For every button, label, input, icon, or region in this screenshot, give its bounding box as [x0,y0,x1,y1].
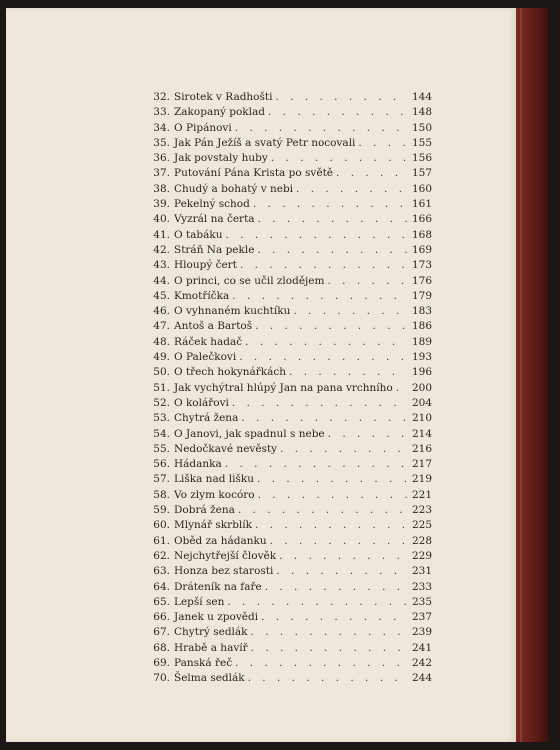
dot-leader [327,274,407,289]
toc-entry [148,121,432,136]
toc-entry-page: 228 [411,534,432,547]
toc-entry-title: O Janovi, jak spadnul s nebe [174,427,325,440]
toc-entry-page: 150 [411,121,432,134]
toc-entry-title: Antoš a Bartoš [174,320,253,333]
toc-entry-title: Honza bez starosti [174,565,274,578]
toc-entry [148,549,432,564]
dot-leader [257,243,407,258]
dot-leader [232,396,407,411]
toc-entry-page: 186 [411,320,432,333]
toc-entry [148,319,432,334]
toc-entry-number: 65. [153,595,170,608]
dot-leader [265,580,407,595]
toc-entry-page: 216 [411,442,432,455]
toc-entry-title: Dráteník na faře [174,580,262,593]
toc-entry-page: 189 [411,335,432,348]
toc-entry-number: 55. [153,442,170,455]
toc-entry [148,427,432,442]
toc-entry-title: Chytrá žena [174,412,239,425]
toc-entry-title: Sirotek v Radhošti [174,91,273,103]
toc-entry-number: 53. [153,412,170,425]
toc-entry-number: 35. [153,136,170,149]
toc-entry-page: 210 [411,412,432,425]
toc-entry-page: 233 [411,580,432,593]
toc-entry-title: Ráček hadač [174,335,243,348]
toc-entry-number: 34. [153,121,170,134]
toc-entry-title: Janek u zpovědi [174,611,259,624]
toc-entry-number: 43. [153,259,170,272]
toc-entry-page: 183 [411,305,432,318]
toc-entry-title: Dobrá žena [174,504,235,517]
dot-leader [276,564,407,579]
toc-entry-number: 60. [153,519,170,532]
toc-entry-page: 229 [411,549,432,562]
dot-leader [358,136,407,151]
toc-entry-page: 223 [411,504,432,517]
dot-leader [235,656,407,671]
toc-entry-title: O vyhnaném kuchtíku [174,305,291,318]
toc-entry-number: 69. [153,656,170,669]
toc-entry-title: Zakopaný poklad [174,106,265,119]
toc-entry [148,381,432,396]
toc-entry-number: 39. [153,198,170,211]
dot-leader [239,350,407,365]
toc-entry-title: Liška nad lišku [174,473,254,486]
toc-entry [148,580,432,595]
toc-entry-number: 40. [153,213,170,226]
toc-entry-page: 166 [411,213,432,226]
toc-entry [148,182,432,197]
toc-entry-title: Chudý a bohatý v nebi [174,182,294,195]
toc-entry-title: Putování Pána Krista po světě [174,167,334,180]
dot-leader [251,641,407,656]
toc-entry [148,151,432,166]
toc-entry [148,625,432,640]
toc-entry-title: Nejchytřejší člověk [174,549,277,562]
toc-entry-number: 41. [153,228,170,241]
dot-leader [253,197,407,212]
toc-entry-title: Hloupý čert [174,259,237,272]
dot-leader [226,228,407,243]
toc-entry-page: 225 [411,519,432,532]
toc-entry [148,212,432,227]
dot-leader [275,90,407,105]
toc-entry-number: 42. [153,243,170,256]
dot-leader [271,151,407,166]
toc-entry-page: 217 [411,458,432,471]
toc-entry-title: Hádanka [174,458,222,471]
toc-entry-number: 48. [153,335,170,348]
dot-leader [232,289,407,304]
toc-entry-title: Jak povstaly huby [174,152,268,165]
toc-entry [148,442,432,457]
toc-entry-number: 70. [153,672,170,685]
toc-entry-title: Oběd za hádanku [174,534,267,547]
dot-leader [261,610,407,625]
toc-entry-number: 51. [153,381,170,394]
toc-entry [148,503,432,518]
toc-entry-number: 62. [153,549,170,562]
toc-entry-title: Vo zlym kocóro [174,488,255,501]
toc-entry-number: 58. [153,488,170,501]
toc-entry-page: 219 [411,473,432,486]
dot-leader [270,534,407,549]
toc-entry-page: 204 [411,396,432,409]
dot-leader [280,442,407,457]
toc-entry [148,518,432,533]
toc-entry [148,564,432,579]
dot-leader [255,319,407,334]
toc-entry-number: 46. [153,305,170,318]
toc-entry [148,656,432,671]
dot-leader [279,549,407,564]
toc-entry-page: 241 [411,641,432,654]
toc-entry-title: Pekelný schod [174,198,250,211]
dot-leader [255,518,407,533]
dot-leader [245,335,407,350]
dot-leader [257,472,407,487]
toc-entry-number: 47. [153,320,170,333]
toc-entry-page: 168 [411,228,432,241]
toc-entry-page: 200 [411,381,432,394]
toc-entry-title: Šelma sedlák [174,672,245,685]
toc-entry-number: 63. [153,565,170,578]
toc-entry-title: Jak vychýtral hlúpý Jan na pana vrchního [174,381,393,394]
toc-entry [148,610,432,625]
toc-entry [148,350,432,365]
toc-entry [148,457,432,472]
toc-entry-number: 52. [153,396,170,409]
dot-leader [293,304,407,319]
toc-entry-page: 231 [411,565,432,578]
toc-entry-number: 36. [153,152,170,165]
dot-leader [238,503,407,518]
toc-entry-number: 54. [153,427,170,440]
toc-entry [148,90,432,105]
dot-leader [241,411,407,426]
toc-entry-number: 68. [153,641,170,654]
toc-entry-title: Panská řeč [174,656,233,669]
toc-entry-page: 196 [411,366,432,379]
book-page [6,8,516,742]
toc-entry-number: 50. [153,366,170,379]
toc-entry-page: 160 [411,182,432,195]
toc-entry-number: 32. [153,91,170,103]
toc-entry [148,243,432,258]
toc-entry [148,488,432,503]
toc-entry [148,534,432,549]
toc-entry-title: Jak Pán Ježíš a svatý Petr nocovali [174,136,356,149]
toc-entry [148,258,432,273]
toc-entry-page: 237 [411,611,432,624]
toc-entry [148,641,432,656]
dot-leader [235,121,407,136]
table-of-contents [148,90,432,687]
toc-entry-number: 37. [153,167,170,180]
dot-leader [258,212,407,227]
toc-entry [148,105,432,120]
toc-entry-page: 156 [411,152,432,165]
toc-entry [148,472,432,487]
toc-entry-title: O třech hokynářkách [174,366,287,379]
toc-entry [148,595,432,610]
toc-entry-title: Hrabě a havíř [174,641,248,654]
dot-leader [328,427,407,442]
toc-entry [148,396,432,411]
toc-entry-number: 33. [153,106,170,119]
toc-entry-title: O Palečkovi [174,351,237,364]
dot-leader [251,625,407,640]
toc-entry-title: Mlynář skrblík [174,519,252,532]
toc-entry-title: O Pipánovi [174,121,232,134]
toc-entry-page: 148 [411,106,432,119]
dot-leader [225,457,407,472]
toc-entry-number: 59. [153,504,170,517]
toc-entry-number: 44. [153,274,170,287]
toc-entry-page: 242 [411,656,432,669]
toc-entry-title: O kolářovi [174,396,229,409]
toc-entry-number: 61. [153,534,170,547]
toc-entry [148,671,432,686]
toc-entry-number: 45. [153,289,170,302]
toc-entry-page: 235 [411,595,432,608]
toc-entry-page: 244 [411,672,432,685]
dot-leader [268,105,407,120]
dot-leader [240,258,407,273]
toc-entry-title: Vyzrál na čerta [174,213,255,226]
toc-entry-page: 179 [411,289,432,302]
toc-entry-page: 144 [411,91,432,103]
dot-leader [396,381,407,396]
toc-entry [148,166,432,181]
toc-entry [148,304,432,319]
toc-entry-title: O princi, co se učil zlodějem [174,274,325,287]
toc-entry-page: 173 [411,259,432,272]
toc-entry-page: 214 [411,427,432,440]
dot-leader [289,365,407,380]
toc-entry [148,197,432,212]
toc-entry-title: Nedočkavé nevěsty [174,442,278,455]
toc-entry-title: Lepší sen [174,595,225,608]
toc-entry [148,411,432,426]
toc-entry-page: 221 [411,488,432,501]
toc-entry-number: 64. [153,580,170,593]
toc-entry [148,335,432,350]
book-cover-edge [516,8,548,742]
toc-entry [148,274,432,289]
toc-entry-number: 56. [153,458,170,471]
toc-entry [148,136,432,151]
toc-entry-number: 49. [153,351,170,364]
toc-entry-page: 193 [411,351,432,364]
toc-entry-number: 57. [153,473,170,486]
toc-entry-page: 239 [411,626,432,639]
toc-entry-number: 66. [153,611,170,624]
dot-leader [258,488,407,503]
toc-entry-page: 169 [411,243,432,256]
toc-entry-page: 176 [411,274,432,287]
toc-entry-title: Kmotříčka [174,289,230,302]
dot-leader [336,166,407,181]
toc-entry-number: 38. [153,182,170,195]
toc-entry [148,228,432,243]
dot-leader [296,182,407,197]
toc-entry-number: 67. [153,626,170,639]
toc-entry [148,365,432,380]
toc-entry-page: 157 [411,167,432,180]
toc-entry-page: 155 [411,136,432,149]
dot-leader [227,595,407,610]
toc-entry-page: 161 [411,198,432,211]
dot-leader [248,671,407,686]
toc-entry-title: Stráň Na pekle [174,243,255,256]
toc-entry-title: O tabáku [174,228,223,241]
toc-entry-title: Chytrý sedlák [174,626,248,639]
toc-entry [148,289,432,304]
